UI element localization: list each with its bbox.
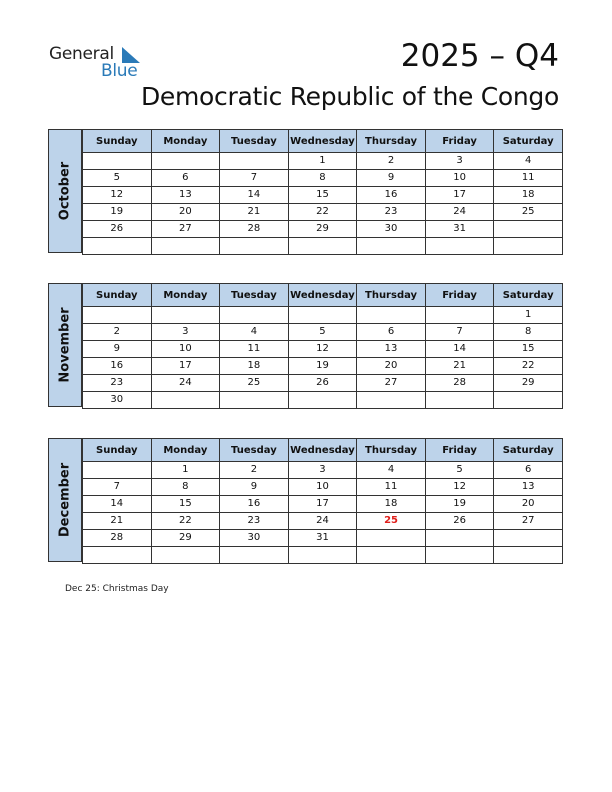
week-row xyxy=(83,204,563,221)
country-name: Democratic Republic of the Congo xyxy=(140,82,559,111)
weekday-header: Sunday xyxy=(83,130,152,153)
generalblue-logo xyxy=(49,44,149,84)
day-cell: 25 xyxy=(494,204,563,221)
day-cell: 8 xyxy=(151,479,220,496)
day-cell: 1 xyxy=(151,462,220,479)
day-cell: 7 xyxy=(220,170,289,187)
weekday-header: Wednesday xyxy=(288,130,357,153)
week-row xyxy=(83,341,563,358)
day-cell: 8 xyxy=(494,324,563,341)
day-cell: 17 xyxy=(288,496,357,513)
day-cell: 21 xyxy=(220,204,289,221)
weekday-header: Tuesday xyxy=(220,284,289,307)
month-label xyxy=(48,283,82,407)
day-cell: 25 xyxy=(357,513,426,530)
week-row xyxy=(83,170,563,187)
day-cell: 30 xyxy=(83,392,152,409)
day-cell xyxy=(357,238,426,255)
month-name: October xyxy=(57,161,73,221)
page-title: 2025 – Q4 xyxy=(400,38,559,74)
day-cell xyxy=(220,238,289,255)
day-cell xyxy=(83,462,152,479)
month-calendar-december xyxy=(48,438,563,562)
day-cell: 9 xyxy=(220,479,289,496)
day-cell xyxy=(220,547,289,564)
weekday-header-row xyxy=(83,439,563,462)
day-cell xyxy=(288,307,357,324)
week-row xyxy=(83,375,563,392)
day-cell: 1 xyxy=(494,307,563,324)
week-row xyxy=(83,153,563,170)
month-name: December xyxy=(57,462,73,538)
day-cell: 16 xyxy=(357,187,426,204)
weekday-header: Friday xyxy=(425,439,494,462)
logo-word-blue: Blue xyxy=(101,61,138,81)
day-cell: 19 xyxy=(288,358,357,375)
week-row xyxy=(83,462,563,479)
weekday-header: Thursday xyxy=(357,284,426,307)
day-cell: 26 xyxy=(288,375,357,392)
week-row xyxy=(83,221,563,238)
day-cell: 3 xyxy=(425,153,494,170)
day-cell xyxy=(425,238,494,255)
weekday-header: Saturday xyxy=(494,130,563,153)
weekday-header: Monday xyxy=(151,284,220,307)
day-cell xyxy=(151,307,220,324)
day-cell: 16 xyxy=(83,358,152,375)
day-cell: 15 xyxy=(151,496,220,513)
week-row xyxy=(83,479,563,496)
day-cell: 23 xyxy=(83,375,152,392)
day-cell xyxy=(494,547,563,564)
day-cell: 19 xyxy=(83,204,152,221)
day-cell: 28 xyxy=(220,221,289,238)
day-cell: 22 xyxy=(494,358,563,375)
day-cell xyxy=(220,153,289,170)
day-cell: 30 xyxy=(357,221,426,238)
day-cell xyxy=(288,238,357,255)
day-cell xyxy=(83,307,152,324)
day-cell xyxy=(83,238,152,255)
month-calendar-november xyxy=(48,283,563,407)
month-label xyxy=(48,129,82,253)
day-cell xyxy=(494,221,563,238)
day-cell: 24 xyxy=(151,375,220,392)
week-row xyxy=(83,187,563,204)
weekday-header: Tuesday xyxy=(220,439,289,462)
weekday-header: Thursday xyxy=(357,439,426,462)
day-cell: 6 xyxy=(357,324,426,341)
day-cell: 3 xyxy=(151,324,220,341)
day-cell: 30 xyxy=(220,530,289,547)
week-row xyxy=(83,496,563,513)
day-cell: 7 xyxy=(425,324,494,341)
day-cell: 31 xyxy=(425,221,494,238)
day-cell: 20 xyxy=(494,496,563,513)
day-cell: 9 xyxy=(83,341,152,358)
day-cell: 27 xyxy=(494,513,563,530)
day-cell xyxy=(425,547,494,564)
day-cell: 23 xyxy=(357,204,426,221)
day-cell xyxy=(425,530,494,547)
day-cell: 29 xyxy=(494,375,563,392)
weekday-header: Sunday xyxy=(83,439,152,462)
day-cell: 4 xyxy=(220,324,289,341)
day-cell: 11 xyxy=(494,170,563,187)
day-cell: 1 xyxy=(288,153,357,170)
day-cell: 19 xyxy=(425,496,494,513)
day-cell: 14 xyxy=(83,496,152,513)
day-cell: 6 xyxy=(151,170,220,187)
weekday-header: Wednesday xyxy=(288,439,357,462)
day-cell: 23 xyxy=(220,513,289,530)
day-cell: 18 xyxy=(357,496,426,513)
month-name: November xyxy=(57,307,73,383)
month-label xyxy=(48,438,82,562)
day-cell: 13 xyxy=(151,187,220,204)
day-cell: 10 xyxy=(288,479,357,496)
month-table xyxy=(82,129,563,255)
week-row xyxy=(83,530,563,547)
day-cell: 15 xyxy=(494,341,563,358)
day-cell xyxy=(494,530,563,547)
day-cell: 17 xyxy=(151,358,220,375)
day-cell: 18 xyxy=(220,358,289,375)
day-cell xyxy=(288,392,357,409)
day-cell xyxy=(288,547,357,564)
day-cell: 20 xyxy=(151,204,220,221)
weekday-header: Tuesday xyxy=(220,130,289,153)
month-table xyxy=(82,438,563,564)
day-cell xyxy=(494,238,563,255)
week-row xyxy=(83,358,563,375)
weekday-header: Saturday xyxy=(494,439,563,462)
day-cell xyxy=(220,307,289,324)
week-row xyxy=(83,392,563,409)
day-cell xyxy=(220,392,289,409)
day-cell: 21 xyxy=(425,358,494,375)
day-cell: 14 xyxy=(220,187,289,204)
day-cell: 5 xyxy=(425,462,494,479)
day-cell xyxy=(425,307,494,324)
day-cell: 12 xyxy=(425,479,494,496)
day-cell: 21 xyxy=(83,513,152,530)
weekday-header: Friday xyxy=(425,284,494,307)
day-cell: 12 xyxy=(288,341,357,358)
day-cell: 13 xyxy=(357,341,426,358)
day-cell: 22 xyxy=(288,204,357,221)
day-cell: 29 xyxy=(288,221,357,238)
day-cell: 16 xyxy=(220,496,289,513)
weekday-header: Sunday xyxy=(83,284,152,307)
day-cell: 8 xyxy=(288,170,357,187)
weekday-header: Saturday xyxy=(494,284,563,307)
day-cell xyxy=(357,307,426,324)
day-cell: 24 xyxy=(288,513,357,530)
holiday-notes xyxy=(65,584,169,594)
day-cell: 27 xyxy=(357,375,426,392)
day-cell: 3 xyxy=(288,462,357,479)
day-cell xyxy=(151,153,220,170)
day-cell xyxy=(83,153,152,170)
day-cell: 4 xyxy=(357,462,426,479)
day-cell: 18 xyxy=(494,187,563,204)
day-cell: 27 xyxy=(151,221,220,238)
day-cell xyxy=(151,238,220,255)
day-cell: 12 xyxy=(83,187,152,204)
weekday-header: Friday xyxy=(425,130,494,153)
day-cell: 25 xyxy=(220,375,289,392)
day-cell: 22 xyxy=(151,513,220,530)
day-cell: 14 xyxy=(425,341,494,358)
day-cell xyxy=(151,547,220,564)
day-cell: 2 xyxy=(220,462,289,479)
weekday-header: Monday xyxy=(151,130,220,153)
day-cell: 10 xyxy=(151,341,220,358)
weekday-header: Thursday xyxy=(357,130,426,153)
month-table xyxy=(82,283,563,409)
day-cell: 24 xyxy=(425,204,494,221)
day-cell xyxy=(357,392,426,409)
day-cell: 9 xyxy=(357,170,426,187)
day-cell: 28 xyxy=(83,530,152,547)
day-cell: 10 xyxy=(425,170,494,187)
day-cell: 2 xyxy=(83,324,152,341)
holiday-note: Dec 25: Christmas Day xyxy=(65,584,169,594)
day-cell: 29 xyxy=(151,530,220,547)
weekday-header-row xyxy=(83,284,563,307)
day-cell xyxy=(357,530,426,547)
day-cell: 6 xyxy=(494,462,563,479)
day-cell: 7 xyxy=(83,479,152,496)
day-cell: 2 xyxy=(357,153,426,170)
day-cell: 28 xyxy=(425,375,494,392)
day-cell: 5 xyxy=(83,170,152,187)
week-row xyxy=(83,307,563,324)
day-cell: 11 xyxy=(220,341,289,358)
day-cell xyxy=(425,392,494,409)
day-cell: 26 xyxy=(83,221,152,238)
weekday-header: Wednesday xyxy=(288,284,357,307)
month-calendar-october xyxy=(48,129,563,253)
day-cell xyxy=(83,547,152,564)
week-row xyxy=(83,324,563,341)
day-cell: 5 xyxy=(288,324,357,341)
weekday-header: Monday xyxy=(151,439,220,462)
day-cell: 15 xyxy=(288,187,357,204)
day-cell: 20 xyxy=(357,358,426,375)
day-cell: 4 xyxy=(494,153,563,170)
week-row xyxy=(83,547,563,564)
logo-word-general: General xyxy=(49,44,114,64)
day-cell: 13 xyxy=(494,479,563,496)
day-cell xyxy=(494,392,563,409)
week-row xyxy=(83,238,563,255)
day-cell: 31 xyxy=(288,530,357,547)
day-cell: 26 xyxy=(425,513,494,530)
day-cell: 17 xyxy=(425,187,494,204)
week-row xyxy=(83,513,563,530)
weekday-header-row xyxy=(83,130,563,153)
day-cell xyxy=(151,392,220,409)
day-cell xyxy=(357,547,426,564)
day-cell: 11 xyxy=(357,479,426,496)
